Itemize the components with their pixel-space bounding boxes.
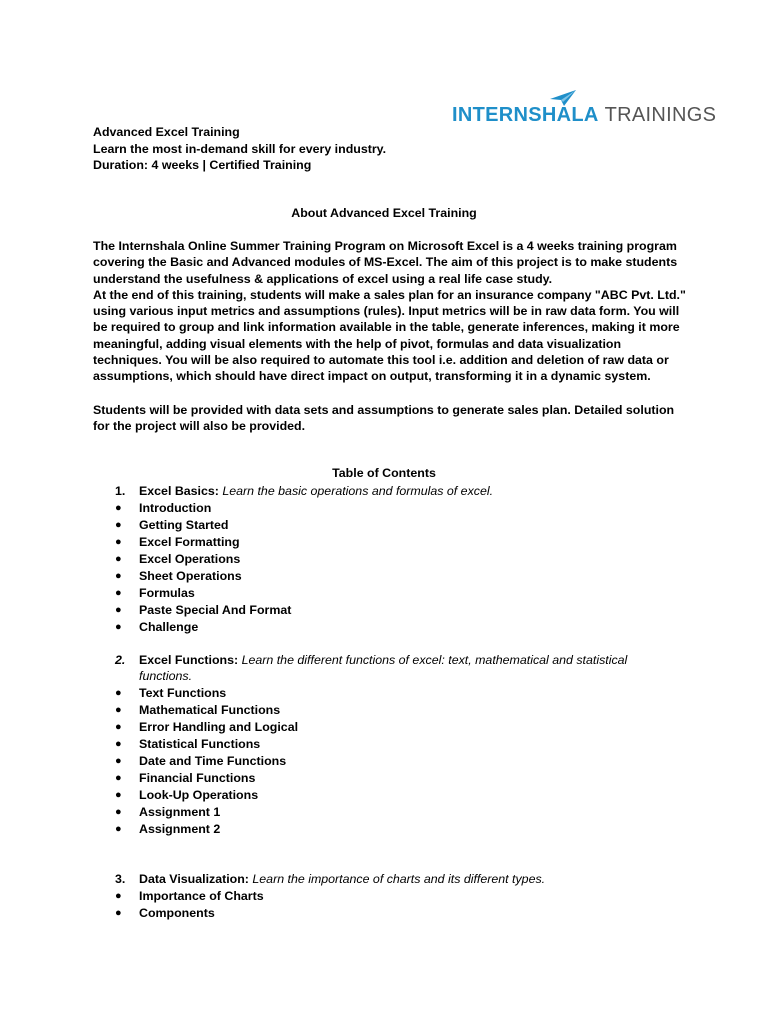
about-title: About Advanced Excel Training <box>291 206 477 220</box>
section-number: 1. <box>115 484 126 498</box>
about-paragraph <box>93 238 686 385</box>
section-name: Excel Functions: <box>139 653 239 667</box>
list-item-text: Importance of Charts <box>139 889 264 903</box>
course-title: Advanced Excel Training <box>93 125 240 139</box>
bullet-icon: ● <box>115 721 122 733</box>
list-item-text: Assignment 2 <box>139 822 221 836</box>
bullet-icon: ● <box>115 536 122 548</box>
bullet-icon: ● <box>115 570 122 582</box>
about-line: assumptions, which should have direct impact on output, transforming it in a dynamic system. <box>93 369 651 384</box>
bullet-icon: ● <box>115 621 122 633</box>
list-item-text: Formulas <box>139 586 195 600</box>
section-description: Learn the different functions of excel: text, mathematical and statistical <box>241 653 628 667</box>
section-number: 3. <box>115 872 126 886</box>
section-name: Excel Basics: <box>139 484 219 498</box>
list-item-text: Financial Functions <box>139 771 256 785</box>
bullet-icon: ● <box>115 587 122 599</box>
list-item-text: Mathematical Functions <box>139 703 281 717</box>
list-item-text: Excel Operations <box>139 552 241 566</box>
bullet-icon: ● <box>115 502 122 514</box>
bullet-icon: ● <box>115 553 122 565</box>
bullet-icon: ● <box>115 687 122 699</box>
about-line: for the project will also be provided. <box>93 419 306 434</box>
bullet-icon: ● <box>115 604 122 616</box>
course-header <box>93 124 386 174</box>
logo-wordmark <box>452 104 716 127</box>
about-line: understand the usefulness & applications of excel using a real life case study. <box>93 271 553 286</box>
list-item-text: Statistical Functions <box>139 737 261 751</box>
section-description-line2: functions. <box>139 669 193 683</box>
list-item-text: Introduction <box>139 501 212 515</box>
bullet-icon: ● <box>115 890 122 902</box>
course-duration: Duration: 4 weeks | Certified Training <box>93 158 312 172</box>
about-line: be required to group and link information available in the table, generate inferences, making it more <box>93 320 680 335</box>
about-line: covering the Basic and Advanced modules of MS-Excel. The aim of this project is to make students <box>93 255 678 270</box>
bullet-icon: ● <box>115 806 122 818</box>
list-item-text: Date and Time Functions <box>139 754 287 768</box>
list-item-text: Challenge <box>139 620 199 634</box>
bullet-icon: ● <box>115 907 122 919</box>
list-item-text: Getting Started <box>139 518 229 532</box>
about-line: Students will be provided with data sets and assumptions to generate sales plan. Detailed solution <box>93 403 675 417</box>
list-item-text: Excel Formatting <box>139 535 240 549</box>
about-line: using various input metrics and assumptions (rules). Input metrics will be in raw data form. You will <box>93 304 680 319</box>
course-tagline: Learn the most in-demand skill for every industry. <box>93 141 387 156</box>
list-item-text: Sheet Operations <box>139 569 242 583</box>
bullet-icon: ● <box>115 738 122 750</box>
list-item-text: Look-Up Operations <box>139 788 259 802</box>
bullet-icon: ● <box>115 772 122 784</box>
logo-part-trainings: TRAININGS <box>604 104 717 126</box>
bullet-icon: ● <box>115 704 122 716</box>
list-item-text: Paste Special And Format <box>139 603 292 617</box>
toc-title: Table of Contents <box>332 466 436 480</box>
bullet-icon: ● <box>115 519 122 531</box>
about-line: techniques. You will be also required to automate this tool i.e. addition and deletion of raw data or <box>93 353 669 368</box>
section-number: 2. <box>115 653 126 667</box>
logo-part-shala: SHALA <box>528 104 599 126</box>
about-line: The Internshala Online Summer Training Program on Microsoft Excel is a 4 weeks training program <box>93 239 677 253</box>
list-item-text: Assignment 1 <box>139 805 221 819</box>
about-paragraph-2 <box>93 402 678 435</box>
list-item-text: Error Handling and Logical <box>139 720 299 734</box>
list-item-text: Text Functions <box>139 686 227 700</box>
bullet-icon: ● <box>115 755 122 767</box>
bullet-icon: ● <box>115 823 122 835</box>
section-description: Learn the basic operations and formulas of excel. <box>222 484 494 498</box>
about-line: meaningful, adding visual elements with the help of pivot, formulas and data visualization <box>93 336 622 351</box>
section-description: Learn the importance of charts and its different types. <box>252 872 546 886</box>
section-name: Data Visualization: <box>139 872 249 886</box>
bullet-icon: ● <box>115 789 122 801</box>
logo-part-intern: INTERN <box>452 104 529 126</box>
list-item-text: Components <box>139 906 215 920</box>
about-line: At the end of this training, students will make a sales plan for an insurance company "ABC Pvt. Ltd." <box>93 287 686 302</box>
